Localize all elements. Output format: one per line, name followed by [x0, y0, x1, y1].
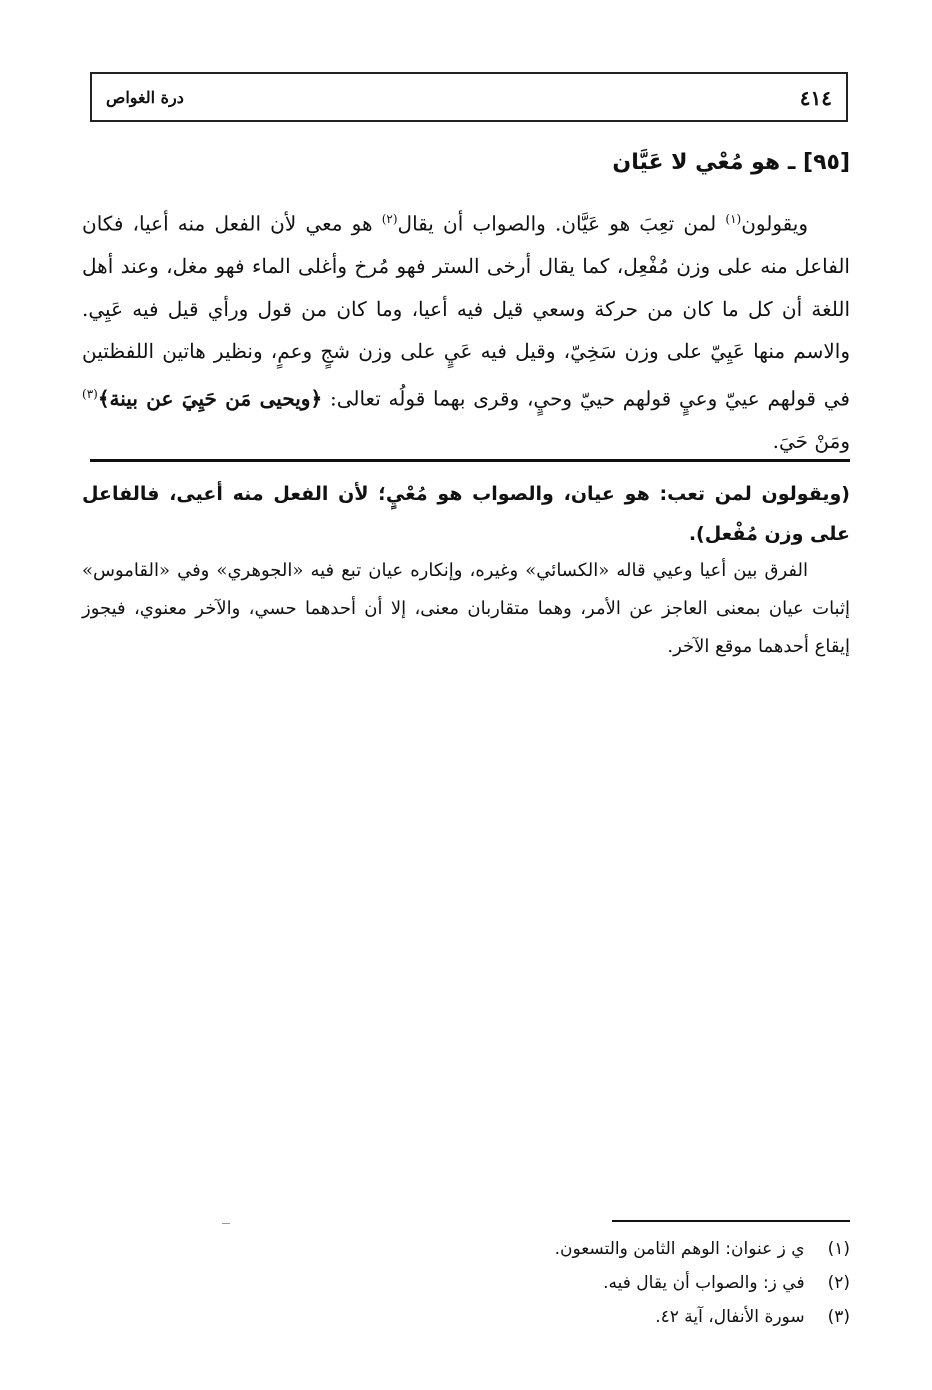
footnote-ref-3: (٣) — [82, 386, 98, 401]
footnote-divider — [612, 1220, 850, 1222]
section-divider — [90, 459, 850, 462]
page-number: ٤١٤ — [799, 86, 832, 110]
footnote-number: (١) — [827, 1239, 850, 1259]
footnotes — [555, 1232, 850, 1334]
running-title: درة الغواص — [106, 88, 184, 107]
footnote-item — [555, 1232, 850, 1266]
commentary-body — [82, 552, 850, 666]
body-text-1: ويقولون — [741, 211, 808, 236]
footnote-text: ي ز عنوان: الوهم الثامن والتسعون. — [554, 1239, 805, 1259]
footnote-number: (٢) — [827, 1273, 850, 1293]
quran-verse: ﴿ويحيى مَن حَيِيَ عن بينة﴾ — [97, 386, 323, 411]
footnote-ref-2: (٢) — [381, 212, 398, 226]
page-header — [90, 72, 848, 122]
body-text-3: هو معي لأن الفعل منه أعيا، فكان الفاعل منه على وزن مُفْعِل، كما يقال أرخى الستر فهو مُرخ وأغلى الماء فهو مغل، وعند أهل اللغة أن كل ما كان من حركة وسعي قيل فيه أعيا، وما كان من قول ورأي قيل فيه عَيِي. والاسم منها عَيِيّ على وزن سَخِيّ، وقيل فيه عَيٍ على وزن شجٍ وعمٍ، ونظير هاتين اللفظتين في قولهم عييّ وعيٍ قولهم حييّ وحيٍ، وقرى بهما قولُه تعالى: — [82, 211, 850, 411]
footnote-item — [555, 1300, 850, 1334]
commentary-gloss: (ويقولون لمن تعب: هو عيان، والصواب هو مُعْيٍ؛ لأن الفعل منه أعيى، فالفاعل على وزن مُفْعل). — [82, 483, 850, 545]
entry-paragraph — [82, 198, 850, 462]
footnote-text: سورة الأنفال، آية ٤٢. — [655, 1307, 805, 1327]
body-text-2: لمن تعِبَ هو عَيَّان. والصواب أن يقال — [397, 211, 726, 236]
body-text-4: ومَنْ حَيَ. — [772, 428, 850, 453]
footnote-text: في ز: والصواب أن يقال فيه. — [603, 1273, 805, 1293]
entry-body — [82, 198, 850, 462]
footnote-number: (٣) — [827, 1307, 850, 1327]
commentary-paragraph: الفرق بين أعيا وعيي قاله «الكسائي» وغيره، وإنكاره عيان تبع فيه «الجوهري» وفي «القاموس» إثبات عيان بمعنى العاجز عن الأمر، وهما متقاربان معنى، إلا أن أحدهما حسي، والآخر معنوي، فيجوز إيقاع أحدهما موقع الآخر. — [82, 560, 850, 657]
footnote-item — [555, 1266, 850, 1300]
footnote-ref-1: (١) — [725, 212, 742, 226]
scan-mark — [222, 1223, 230, 1224]
entry-title: [٩٥] ـ هو مُعْي لا عَيَّان — [612, 150, 850, 175]
